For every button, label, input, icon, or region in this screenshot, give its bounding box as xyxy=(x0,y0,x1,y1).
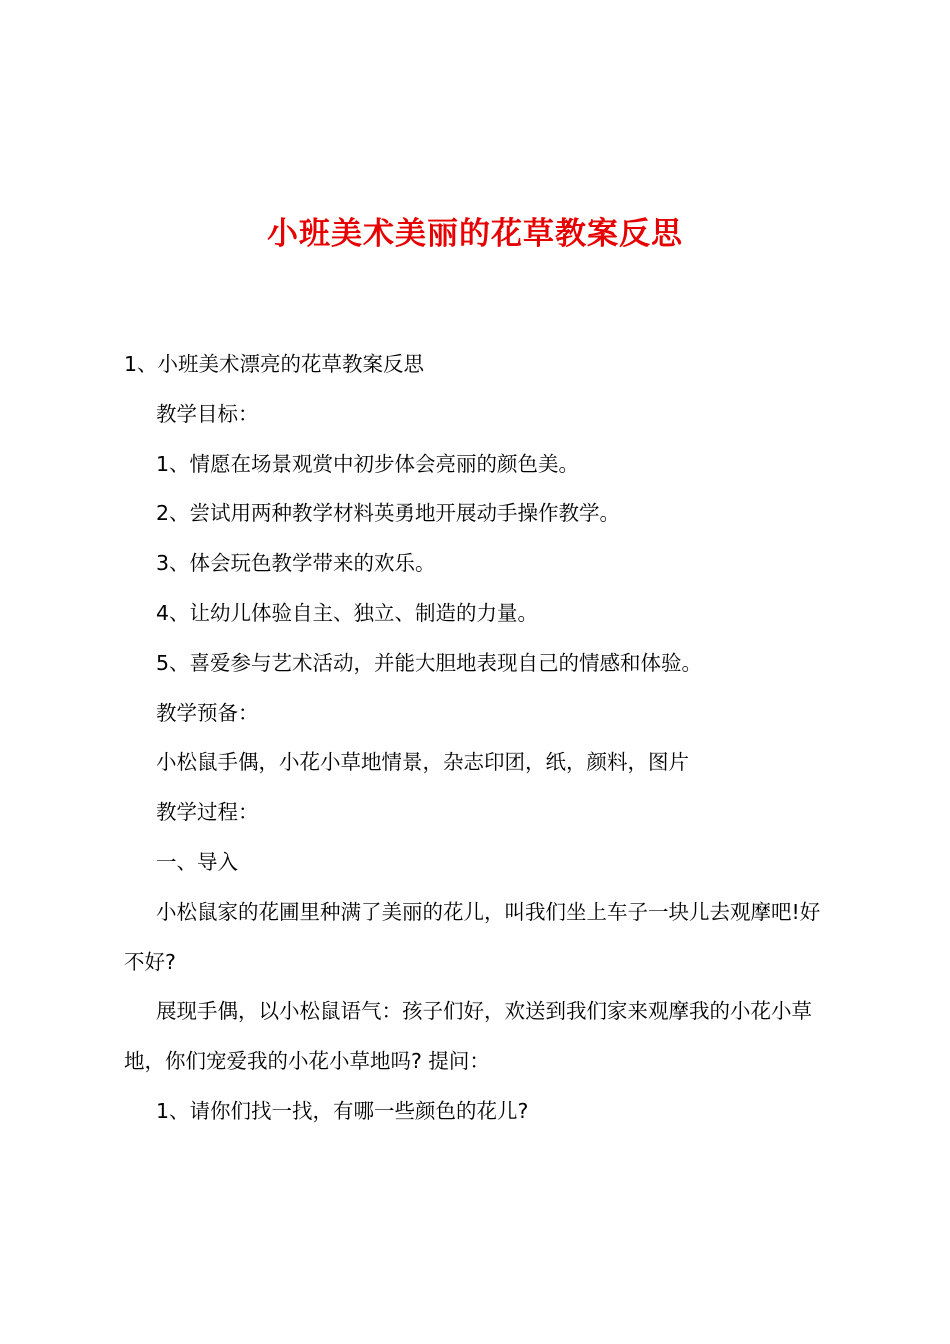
paragraph: 小松鼠家的花圃里种满了美丽的花儿，叫我们坐上车子一块儿去观摩吧!好不好? xyxy=(124,899,821,974)
paragraph: 1、情愿在场景观赏中初步体会亮丽的颜色美。 xyxy=(156,451,580,476)
paragraph: 教学预备： xyxy=(156,700,259,725)
section-heading: 1、小班美术漂亮的花草教案反思 xyxy=(124,352,425,376)
paragraph: 1、请你们找一找，有哪一些颜色的花儿? xyxy=(156,1098,529,1123)
paragraph: 4、让幼儿体验自主、独立、制造的力量。 xyxy=(156,600,539,625)
paragraph: 展现手偶，以小松鼠语气：孩子们好，欢送到我们家来观摩我的小花小草地，你们宠爱我的小花小草地吗? 提问： xyxy=(124,999,812,1074)
paragraph: 3、体会玩色教学带来的欢乐。 xyxy=(156,551,436,576)
paragraph: 教学目标： xyxy=(156,401,259,426)
document-body xyxy=(124,340,836,1137)
paragraph: 一、导入 xyxy=(156,849,238,874)
paragraph: 教学过程： xyxy=(156,800,259,825)
paragraph: 5、喜爱参与艺术活动，并能大胆地表现自己的情感和体验。 xyxy=(156,650,703,675)
paragraph: 2、尝试用两种教学材料英勇地开展动手操作教学。 xyxy=(156,501,621,526)
paragraph: 小松鼠手偶，小花小草地情景，杂志印团，纸，颜料，图片 xyxy=(156,750,689,775)
document-title: 小班美术美丽的花草教案反思 xyxy=(267,216,683,252)
